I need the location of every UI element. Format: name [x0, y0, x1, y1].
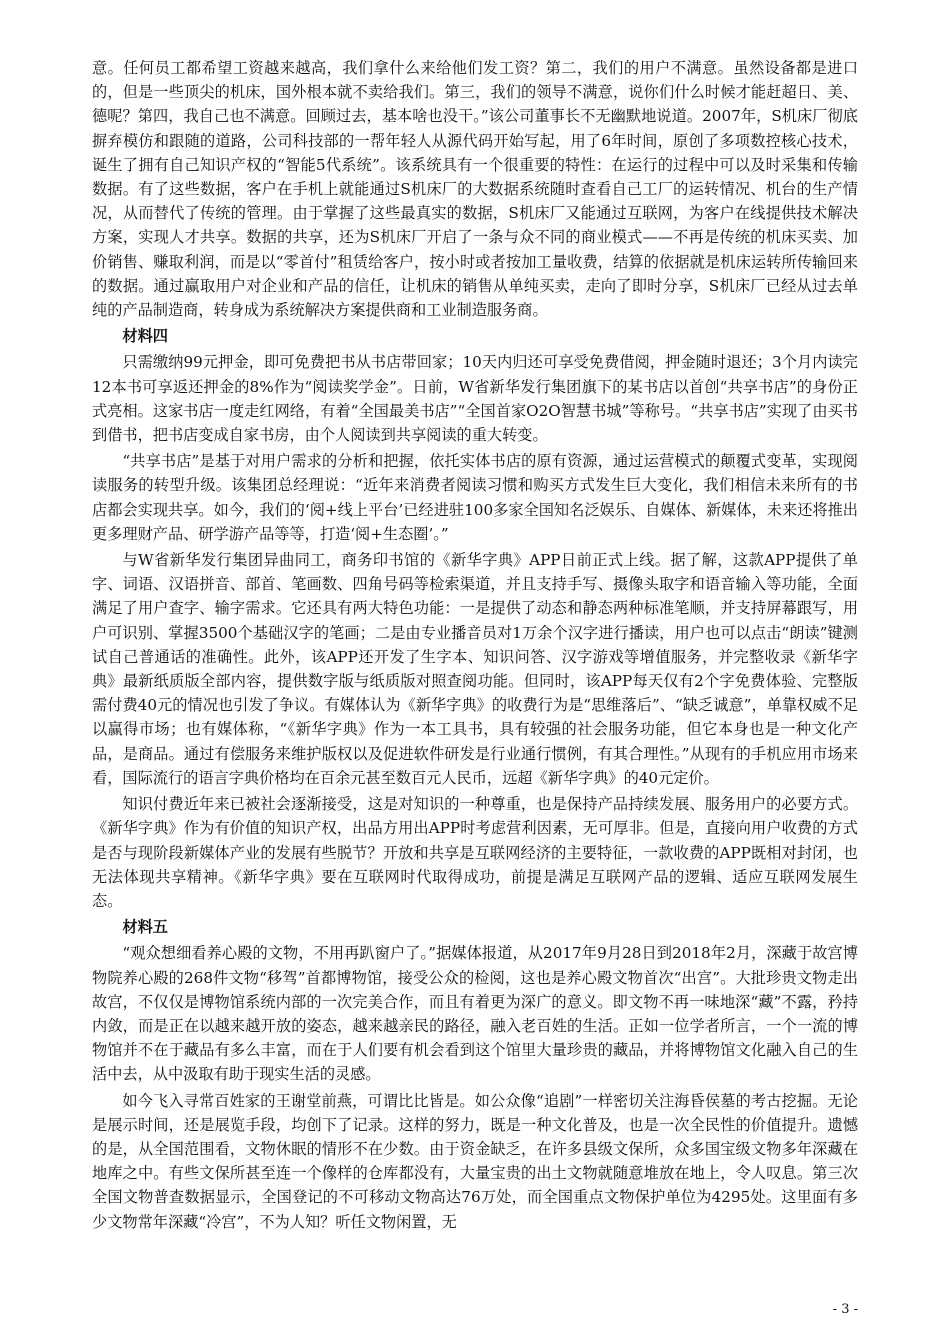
material-3-continuation: 意。任何员工都希望工资越来越高，我们拿什么来给他们发工资？第二，我们的用户不满意。虽然设备都是进口的，但是一些顶尖的机床，国外根本就不卖给我们。第三，我们的领导不满意，说你们什么时候才能赶超日、美、德呢？第四，我自己也不满意。回顾过去，基本啥也没干。”该公司董事长不无幽默地说道。2007年，S机床厂彻底摒弃模仿和跟随的道路，公司科技部的一帮年轻人从源代码开始写起，用了6年时间，原创了多项数控核心技术，诞生了拥有自己知识产权的“智能5代系统”。该系统具有一个很重要的特性：在运行的过程中可以及时采集和传输数据。有了这些数据，客户在手机上就能通过S机床厂的大数据系统随时查看自己工厂的运转情况、机台的生产情况，从而替代了传统的管理。由于掌握了这些最真实的数据，S机床厂又能通过互联网，为客户在线提供技术解决方案，实现人才共享。数据的共享，还为S机床厂开启了一条与众不同的商业模式——不再是传统的机床买卖、加价销售、赚取利润，而是以“零首付”租赁给客户，按小时或者按加工量收费，结算的依据就是机床运转所传输回来的数据。通过赢取用户对企业和产品的信任，让机床的销售从单纯买卖，走向了即时分享，S机床厂已经从过去单纯的产品制造商，转身成为系统解决方案提供商和工业制造服务商。: [92, 59, 858, 320]
document-page: [92, 56, 858, 1234]
material-5-paragraph-2: 如今飞入寻常百姓家的王谢堂前燕，可谓比比皆是。如公众像“追剧”一样密切关注海昏侯墓的考古挖掘。无论是展示时间，还是展览手段，均创下了记录。这样的努力，既是一种文化普及，也是一次全民性的价值提升。遗憾的是，从全国范围看，文物休眠的情形不在少数。由于资金缺乏，在许多县级文保所，众多国宝级文物多年深藏在地库之中。有些文保所甚至连一个像样的仓库都没有，大量宝贵的出土文物就随意堆放在地上，令人叹息。第三次全国文物普查数据显示，全国登记的不可移动文物高达76万处，而全国重点文物保护单位为4295处。这里面有多少文物常年深藏“冷宫”，不为人知？听任文物闲置，无: [92, 1091, 858, 1231]
material-5-paragraph-1: “观众想细看养心殿的文物，不用再趴窗户了。”据媒体报道，从2017年9月28日到2018年2月，深藏于故宫博物院养心殿的268件文物“移驾”首都博物馆，接受公众的检阅，这也是养心殿文物首次“出宫”。大批珍贵文物走出故宫，不仅仅是博物馆系统内部的一次完美合作，而且有着更为深广的意义。即文物不再一味地深“藏”不露，矜持内敛，而是正在以越来越开放的姿态，越来越亲民的路径，融入老百姓的生活。正如一位学者所言，一个一流的博物馆并不在于藏品有多么丰富，而在于人们要有机会看到这个馆里大量珍贵的藏品，并将博物馆文化融入自己的生活中去，从中汲取有助于现实生活的灵感。: [92, 944, 858, 1084]
page-number: - 3 -: [832, 1302, 858, 1317]
material-4-paragraph-3: 与W省新华发行集团异曲同工，商务印书馆的《新华字典》APP日前正式上线。据了解，这款APP提供了单字、词语、汉语拼音、部首、笔画数、四角号码等检索渠道，并且支持手写、摄像头取字和语音输入等功能，全面满足了用户查字、输字需求。它还具有两大特色功能：一是提供了动态和静态两种标准笔顺，并支持屏幕跟写，用户可识别、掌握3500个基础汉字的笔画；二是由专业播音员对1万余个汉字进行播读，用户也可以点击“朗读”键测试自己普通话的准确性。此外，该APP还开发了生字本、知识问答、汉字游戏等增值服务，并完整收录《新华字典》最新纸质版全部内容，提供数字版与纸质版对照查阅功能。但同时，该APP每天仅有2个字免费体验、完整版需付费40元的情况也引发了争议。有媒体认为《新华字典》的收费行为是“思维落后”、“缺乏诚意”，单靠权威不足以赢得市场；也有媒体称，“《新华字典》作为一本工具书，具有较强的社会服务功能，但它本身也是一种文化产品，是商品。通过有偿服务来维护版权以及促进软件研发是行业通行惯例，有其合理性。”从现有的手机应用市场来看，国际流行的语言字典价格均在百余元甚至数百元人民币，远超《新华字典》的40元定价。: [92, 551, 858, 787]
material-4-heading: 材料四: [122, 327, 168, 346]
material-4-paragraph-4: 知识付费近年来已被社会逐渐接受，这是对知识的一种尊重，也是保持产品持续发展、服务用户的必要方式。《新华字典》作为有价值的知识产权，出品方用出APP时考虑营利因素，无可厚非。但是，直接向用户收费的方式是否与现阶段新媒体产业的发展有些脱节？开放和共享是互联网经济的主要特征，一款收费的APP既相对封闭，也无法体现共享精神。《新华字典》要在互联网时代取得成功，前提是满足互联网产品的逻辑、适应互联网发展生态。: [92, 795, 858, 910]
material-4-paragraph-1: 只需缴纳99元押金，即可免费把书从书店带回家；10天内归还可享受免费借阅，押金随时退还；3个月内读完12本书可享返还押金的8%作为“阅读奖学金”。日前，W省新华发行集团旗下的某书店以首创“共享书店”的身份正式亮相。这家书店一度走红网络，有着“全国最美书店”“全国首家O2O智慧书城”等称号。“共享书店”实现了由买书到借书，把书店变成自家书房，由个人阅读到共享阅读的重大转变。: [92, 353, 858, 445]
material-4-paragraph-2: “共享书店”是基于对用户需求的分析和把握，依托实体书店的原有资源，通过运营模式的颠覆式变革，实现阅读服务的转型升级。该集团总经理说：“近年来消费者阅读习惯和购买方式发生巨大变化，我们相信未来所有的书店都会实现共享。如今，我们的‘阅+线上平台’已经进驻100多家全国知名泛娱乐、自媒体、新媒体，未来还将推出更多理财产品、研学游产品等等，打造‘阅+生态圈’。”: [92, 452, 858, 543]
material-5-heading: 材料五: [122, 918, 168, 937]
